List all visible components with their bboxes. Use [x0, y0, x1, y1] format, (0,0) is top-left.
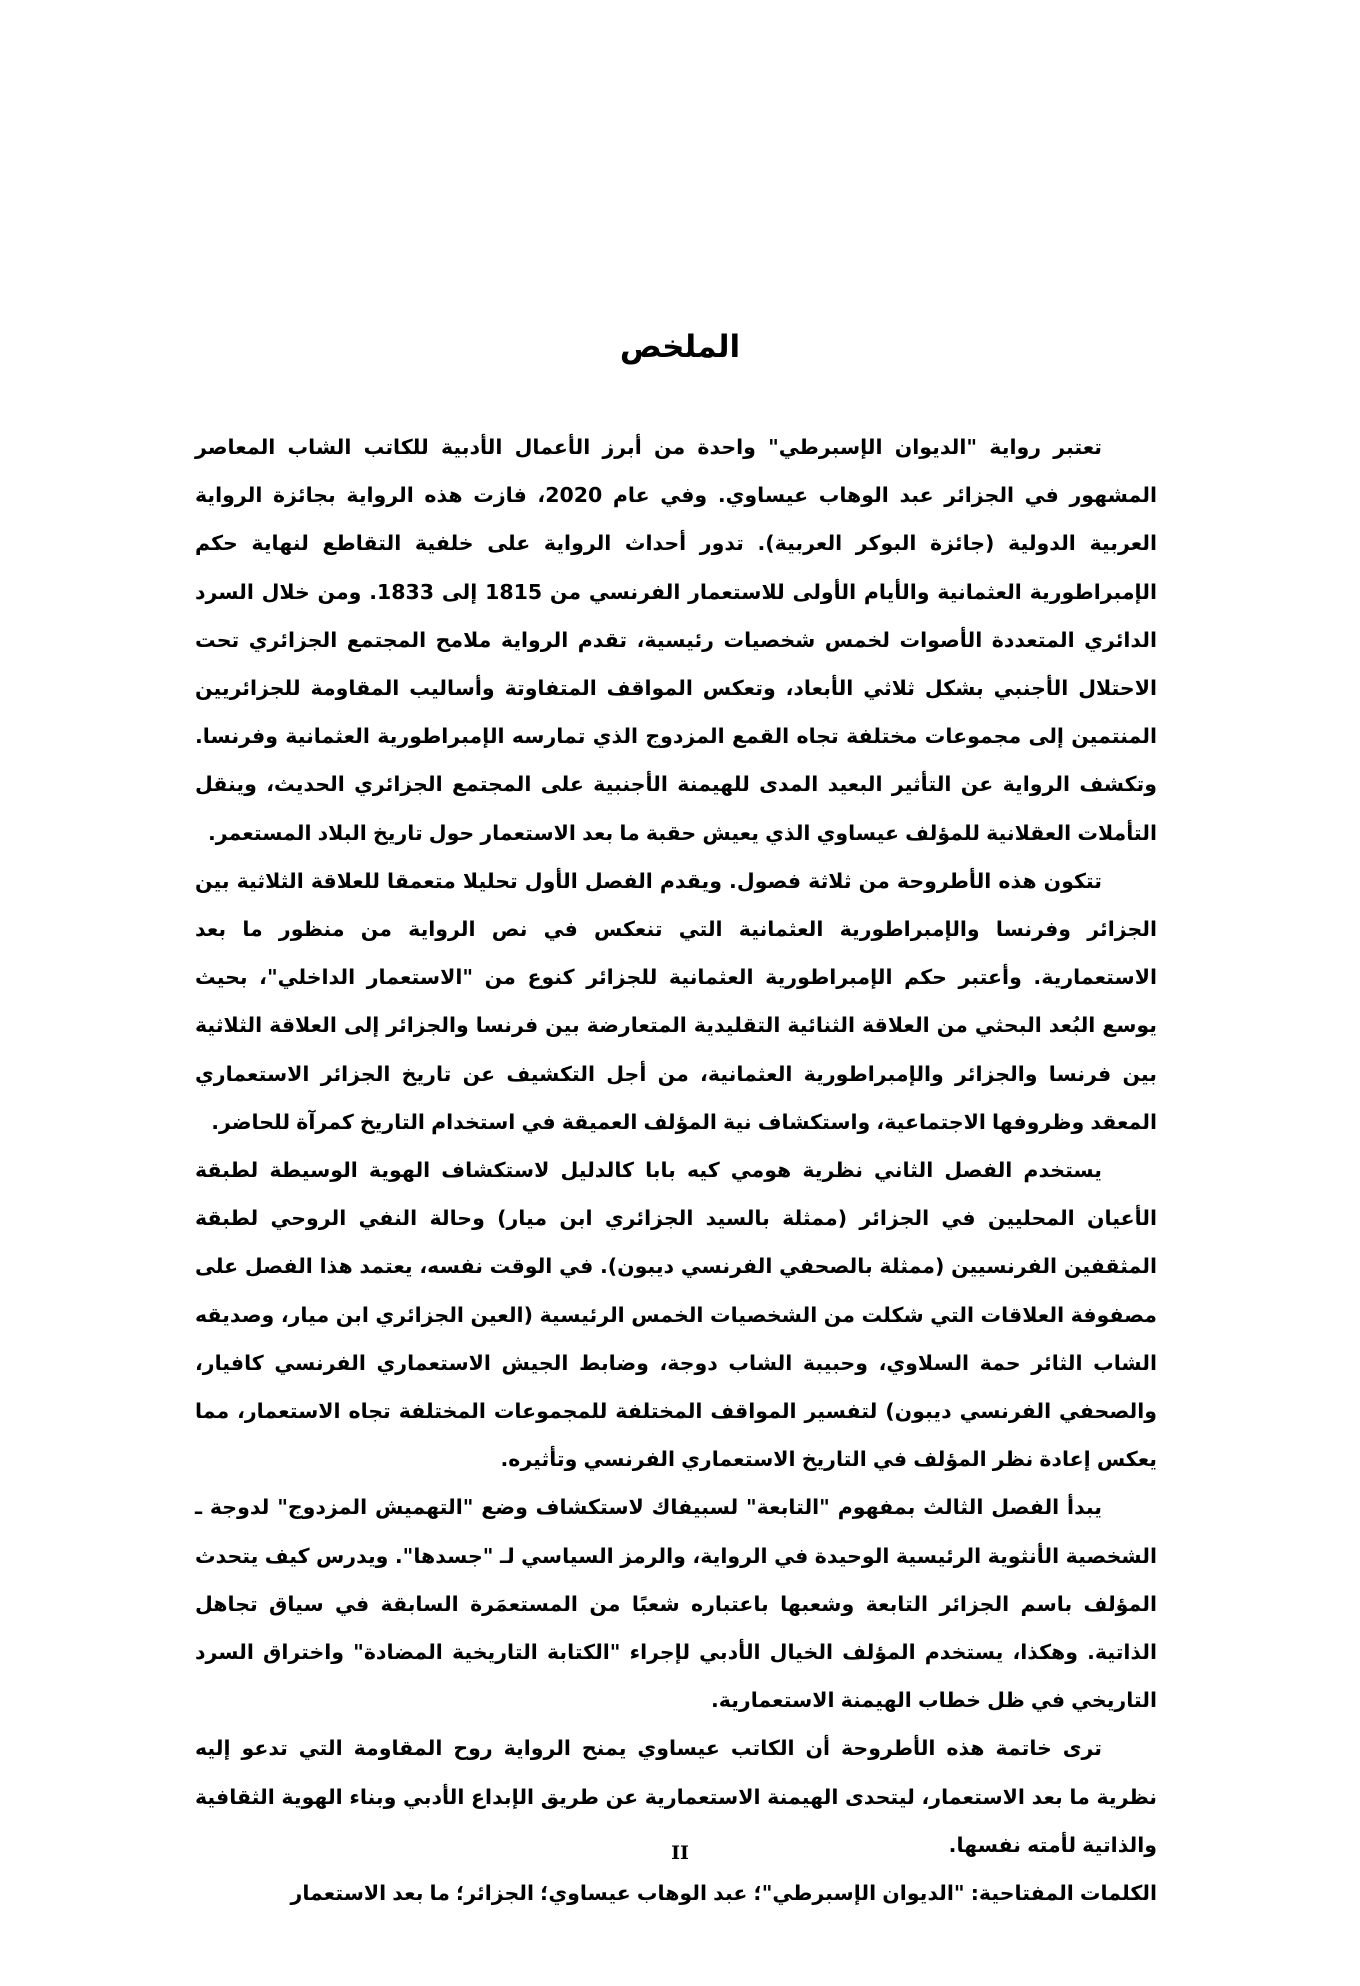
paragraph-chapter-three: يبدأ الفصل الثالث بمفهوم "التابعة" لسبيفاك لاستكشاف وضع "التهميش المزدوج" لدوجة ـ الشخصية الأنثوية الرئيسية الوحيدة في الرواية، والرمز السياسي لـ "جسدها". ويدرس كيف يتحدث المؤلف باسم الجزائر التابعة وشعبها باعتباره شعبًا من المستعمَرة السابقة في سياق تجاهل الذاتية. وهكذا، يستخدم المؤلف الخيال الأدبي لإجراء "الكتابة التاريخية المضادة" واختراق السرد التاريخي في ظل خطاب الهيمنة الاستعمارية.	[195, 1495, 1157, 1713]
keywords-value: "الديوان الإسبرطي"؛ عبد الوهاب عيساوي؛ الجزائر؛ ما بعد الاستعمار	[290, 1881, 965, 1906]
paragraph-novel-overview: تعتبر رواية "الديوان الإسبرطي" واحدة من أبرز الأعمال الأدبية للكاتب الشاب المعاصر المشهور في الجزائر عبد الوهاب عيساوي. وفي عام 2020، فازت هذه الرواية بجائزة الرواية العربية الدولية (جائزة البوكر العربية). تدور أحداث الرواية على خلفية التقاطع لنهاية حكم الإمبراطورية العثمانية والأيام الأولى للاستعمار الفرنسي من 1815 إلى 1833. ومن خلال السرد الدائري المتعددة الأصوات لخمس شخصيات رئيسية، تقدم الرواية ملامح المجتمع الجزائري تحت الاحتلال الأجنبي بشكل ثلاثي الأبعاد، وتعكس المواقف المتفاوتة وأساليب المقاومة للجزائريين المنتمين إلى مجموعات مختلفة تجاه القمع المزدوج الذي تمارسه الإمبراطورية العثمانية وفرنسا. وتكشف الرواية عن التأثير البعيد المدى للهيمنة الأجنبية على المجتمع الجزائري الحديث، وينقل التأملات العقلانية للمؤلف عيساوي الذي يعيش حقبة ما بعد الاستعمار حول تاريخ البلاد المستعمر.	[195, 435, 1158, 845]
paragraph-chapter-one: تتكون هذه الأطروحة من ثلاثة فصول. ويقدم الفصل الأول تحليلا متعمقا للعلاقة الثلاثية بين الجزائر وفرنسا والإمبراطورية العثمانية التي تنعكس في نص الرواية من منظور ما بعد الاستعمارية. وأعتبر حكم الإمبراطورية العثمانية للجزائر كنوع من "الاستعمار الداخلي"، بحيث يوسع البُعد البحثي من العلاقة الثنائية التقليدية المتعارضة بين فرنسا والجزائر إلى العلاقة الثلاثية بين فرنسا والجزائر والإمبراطورية العثمانية، من أجل التكشيف عن تاريخ الجزائر الاستعماري المعقد وظروفها الاجتماعية، واستكشاف نية المؤلف العميقة في استخدام التاريخ كمرآة للحاضر.	[195, 868, 1157, 1134]
keywords-label: الكلمات المفتاحية:	[970, 1881, 1157, 1906]
keywords-line	[195, 1869, 1157, 1917]
paragraph-chapter-two: يستخدم الفصل الثاني نظرية هومي كيه بابا كالدليل لاستكشاف الهوية الوسيطة لطبقة الأعيان المحليين في الجزائر (ممثلة بالسيد الجزائري ابن ميار) وحالة النفي الروحي لطبقة المثقفين الفرنسيين (ممثلة بالصحفي الفرنسي ديبون). في الوقت نفسه، يعتمد هذا الفصل على مصفوفة العلاقات التي شكلت من الشخصيات الخمس الرئيسية (العين الجزائري ابن ميار، وصديقه الشاب الثائر حمة السلاوي، وحبيبة الشاب دوجة، وضابط الجيش الاستعماري الفرنسي كافيار، والصحفي الفرنسي ديبون) لتفسير المواقف المختلفة للمجموعات المختلفة تجاه الاستعمار، مما يعكس إعادة نظر المؤلف في التاريخ الاستعماري الفرنسي وتأثيره.	[195, 1158, 1157, 1472]
abstract-body	[195, 423, 1157, 1917]
page-number: II	[671, 1842, 689, 1864]
paragraph-conclusion: ترى خاتمة هذه الأطروحة أن الكاتب عيساوي يمنح الرواية روح المقاومة التي تدعو إليه نظرية ما بعد الاستعمار، ليتحدى الهيمنة الاستعمارية عن طريق الإبداع الأدبي وبناء الهوية الثقافية والذاتية لأمته نفسها.	[195, 1736, 1157, 1857]
abstract-title: الملخص	[619, 329, 741, 365]
